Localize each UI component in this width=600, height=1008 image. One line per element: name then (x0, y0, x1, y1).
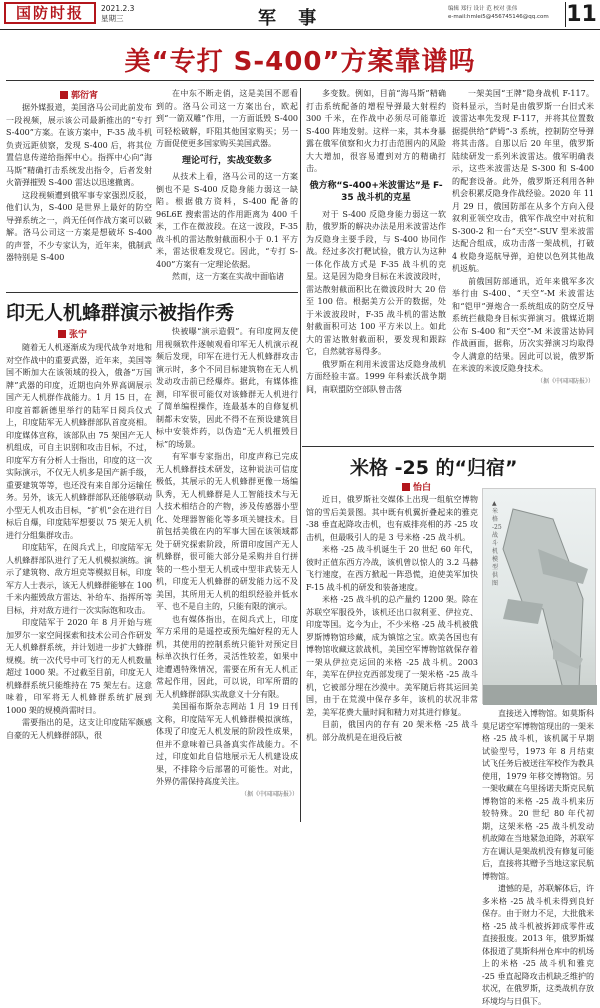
section-title: 军 事 (258, 8, 325, 29)
newspaper-logo: 国防时报 (4, 2, 96, 24)
paragraph: 米格 -25 战斗机诞生于 20 世纪 60 年代，彼时正值东西方冷战，该机曾以惊人的 3.2 马赫飞行速度，在西方掀起一阵恐慌，迫使美军加快 F-15 战斗机的研发和装备速度。 (306, 545, 478, 592)
byline-marker-icon (60, 91, 68, 99)
article1-byline (60, 88, 98, 101)
paragraph: 一架美国“王牌”隐身战机 F-117。资料显示，当时是由俄罗斯一台旧式米波雷达率先发现 F-117，并将其位置数据提供给“萨姆”-3 系统，控制防空导弹将其击落。自那以后 20 年里，俄罗斯陆续研发一系列米波雷达。俄军明确表示，这些米波雷达是 S-300 和 S-400 的配套设备。此外，俄罗斯还利用各种机会积累反隐身作战经验。2020 年 11 月 29 日，俄国防部在从多个方向入侵叙利亚领空攻击，俄军作战空中对抗和 S-300-2 和一台“天空”-SUV 型米波雷达配合组成，成功击落一架战机，打破 4 枚隐身巡航导弹，迫使以色列其他战机返航。 (452, 89, 594, 273)
article2-column-2 (156, 326, 298, 822)
article3-column-2 (482, 708, 594, 1006)
article3-headline: 米格 -25 的“归宿” (350, 457, 518, 479)
article2-headline: 印无人机蜂群演示被指作秀 (6, 302, 235, 324)
byline-text: 怡白 (413, 483, 432, 493)
email-line: e-mail:hmlei5@456745146@qq.com (448, 14, 549, 20)
article1-subhead-1: 理论可行，实战变数多 (181, 155, 272, 166)
paragraph: 快被曝“演示造假”。有印度网友使用视频软件逐帧观看印军无人机演示视频后发现，印军在进行无人机蜂群攻击演示时，多个不同目标建筑物在无人机发动攻击前已经爆炸。据此，有媒体推测，印军很可能仅对该蜂群无人机进行了简单编程操作，连最基本的自修复机制都未安装，因此不得不在预设建筑目标中安装炸药，以伪造“无人机摧毁目标”的场景。 (156, 327, 298, 449)
byline-marker-icon (58, 330, 66, 338)
article1-column-1 (6, 102, 152, 288)
divider (6, 80, 594, 81)
article2-column-1 (6, 342, 152, 822)
page-number: 11 (566, 2, 597, 27)
paragraph: 也有媒体指出，在阅兵式上，印度军方采用的是遥控或预先编好程的无人机，其使用的控制系统只能针对预定目标单次执行任务，灵活性较差，如果中途遭遇特殊情况，需要在所有无人机正常起作用，因此，可以说，印军所谓的无人机蜂群部队实战意义十分有限。 (156, 614, 298, 699)
paragraph: 印度陆军，在阅兵式上，印度陆军无人机蜂群部队进行了无人机模拟演练。演示了建筑物、敌方坦克等模拟目标，印度军方人士表示，该无人机蜂群能够在 100 千米内摧毁敌方雷达、补给车、指挥所等目标，并对敌方进行一次实际饱和攻击。 (6, 543, 152, 615)
paragraph: 美国福布斯杂志网站 1 月 19 日刊文称，印度陆军无人机蜂群模拟演练，体现了印度无人机发展的阶段性成果，但并不意味着已具备真实作战能力。不过，印度如此自信地展示无人机建设成果，不排除今后部署的可能性。对此，外界仍需保持高度关注。 (156, 702, 298, 786)
date-text: 2021.2.3 (101, 4, 135, 13)
article2-byline (58, 327, 87, 340)
paragraph: 近日，俄罗斯社交媒体上出现一组航空博物馆的雪后美景图。其中既有机翼折叠起来的雅克 -38 垂直起降攻击机，也有威排亮相的苏 -25 攻击机，但最吸引人的是 3 号米格 -25 战斗机。 (306, 495, 478, 542)
paragraph: 俄罗斯在利用米波雷达反隐身战机方面经验丰富。1999 年科索沃战争期间，南联盟防空部队曾击落 (306, 359, 446, 394)
paragraph: 这段视频遭到俄军事专家强烈反驳，他们认为，S-400 是世界上最好的防空导弹系统之一，尚无任何作战方案可以破解。洛马公司这一方案是想破坏 S-400 的声誉，不少专家认为，近年来，俄制武器特别是 S-400 (6, 190, 152, 262)
article1-column-4 (452, 88, 594, 443)
weekday-text: 星期三 (101, 14, 124, 23)
paragraph: 需要指出的是，这支让印度陆军颇感自豪的无人机蜂群部队，很 (6, 718, 152, 740)
paragraph: 随着无人机逐渐成为现代战争对地和对空作战中的重要武器，近年来，美国等国不断加大在该领域的投入，俄备“万国牌”武器的印度，近期也向外界高调展示国产无人机群作战能力。1 月 15 日，在印度首都新德里举行的陆军日阅兵仪式上，印度陆军无人机蜂群部队首度亮相。印度媒体宣称，该部队由 75 架国产无人机组成，可自主识别和攻击目标，不过，印度军方有分析人士指出，印度的这一次实际演示，不仅无人机多是国产新手级，重要建筑等等，也还没有来自部分运输任务。另外，该无人机蜂群部队还能够联动小型无人机攻击目标，“扩机”会在进行目标后自爆，印度陆军想要以 75 架无人机进行分组集群攻击。 (6, 343, 152, 540)
paragraph: 然而，这一方案在实战中面临诸 (172, 272, 284, 281)
source-note: （据《中国国防报》） (240, 790, 298, 798)
paragraph: 据外媒报道，美国洛马公司此前发布一段视频，展示该公司最新推出的“专打 S-400”方案。在该方案中，F-35 战斗机负责远距侦察，发现 S-400 后，将其位置信息传递给指挥中心。指挥中心向“海马斯”精确打击系统发出指令，后者发射火箭弹摧毁 S-400 雷达以迅速撤离。 (6, 103, 152, 187)
byline-text: 郭衍宵 (71, 91, 99, 101)
masthead (0, 0, 600, 30)
paragraph: 米格 -25 战斗机的总产量约 1200 架。除在苏联空军服役外，该机还出口叙利亚、伊拉克、印度等国。迄今为止，不少米格 -25 战斗机被俄罗斯博物馆珍藏，成为镇馆之宝。欧美各国也有博物馆收藏这款战机，美国空军博物馆就保存着一架从伊拉克运回的米格 -25 战斗机。2003 年，美军在伊拉克西部发现了一架米格 -25 战斗机，它被部分埋在沙漠中。美军随后将其运回美国，由于在荒漠中保存多年，该机的状况非常差，美军花费大量时间和精力对其进行修复。 (306, 595, 478, 717)
article3-column-1 (306, 494, 478, 822)
paragraph: 前俄国防部通讯，近年来俄军多次举行由 S-400、“天空”-M 米波雷达和“铠甲”弹炮合一系统组成的防空反导系统拦截隐身目标实弹演习。俄媒近期公布 S-400 和“天空”-M 米波雷达协同作战画面，据称，历次实弹演习均取得令人满意的结果。因此可以说，俄罗斯在米波的米波反隐身技术。 (452, 276, 594, 373)
byline-marker-icon (402, 483, 410, 491)
paragraph: 遗憾的是，苏联解体后，许多米格 -25 战斗机未得到良好保存。由于财力不足，大批俄米格 -25 战斗机被拆卸成零件或直接报废。2013 年，俄罗斯媒体报道了莫斯科州仓库中的机场上的米格 -25 战斗机和雅克 -25 垂直起降攻击机缺乏维护的状况，在俄罗斯，这类战机存放环境均与日俱下。 (482, 884, 594, 1006)
editor-line: 编辑 郑行 设计 范 校对 张伟 (448, 6, 518, 12)
paragraph: 多变数。例如，目前“海马斯”精确打击系统配备的增程导弹最大射程约 300 千米，在作战中必须尽可能靠近 S-400 阵地发射。这样一来，其本身暴露在俄军侦察和火力打击范围内的风险大大增加，很容易遭到对方的精确打击。 (306, 89, 446, 173)
article1-subhead-2: 俄方称“S-400+米波雷达”是 F-35 战斗机的克星 (309, 180, 443, 203)
article1-headline: 美“专打 S-400”方案靠谱吗 (124, 47, 476, 77)
issue-date (101, 4, 134, 24)
paragraph: 有军事专家指出，印度声称已完成无人机蜂群技术研发，这种说法可信度极低，其展示的无人机蜂群更像一场编队秀，无人机蜂群是人工智能技术与无人技术相结合的产物，涉及传感器小型化、处理器智能化等多项关键技术。目前包括美俄在内的军事大国在该领域都处于研究探索阶段，所谓印度国产无人机蜂群，很可能大部分是采购并自行拼装的一些小型无人机或中型非武装无人机，印度无人机蜂群的研发能力远不及美国，其所用无人机的组织经验并低水平、也不是自主的，只能有限的演示。 (156, 452, 298, 611)
article1-column-2 (156, 88, 298, 288)
divider (6, 292, 298, 293)
paragraph: 对于 S-400 反隐身能力弱这一软肋，俄罗斯的解决办法是用米波雷达作为反隐身主要手段，与 S-400 协同作战。经过多次打靶试验，俄方认为这种一体化作战方式是 F-35 战斗机的克星。这是因为隐身目标在米波波段时，雷达散射截面积比在微波段时大 20 倍至 100 倍。根据美方公开的数据，处于米波波段时，F-35 战斗机的雷达散射截面积可达 100 平方米以上。如此大的雷达散射截面积，要发现和跟踪它，自然就容易得多。 (306, 209, 446, 356)
paragraph: 印度陆军于 2020 年 8 月开始与班加罗尔一家空间探索和技术公司合作研发无人机蜂群系统，并计划进一步扩大蜂群规模。统一次代号中可飞行的无人机数量超过 1000 架。不过截至目前，印度无人机蜂群系统只能维持在 75 架左右。这意味着，印军将无人机蜂群系统扩展到 1000 架的规模尚需时日。 (6, 618, 152, 715)
column-divider (300, 88, 301, 822)
byline-text: 张宁 (69, 330, 88, 340)
divider (302, 446, 594, 447)
paragraph: 目前，俄国内的存有 20 架米格 -25 战斗机。部分战机是在退役后被 (306, 720, 478, 742)
article3-byline (402, 480, 431, 493)
paragraph: 从技术上看，洛马公司的这一方案倒也不是 S-400 反隐身能力弱这一缺陷。根据俄方资料，S-400 配备的 96L6E 搜索雷达的作用距离为 400 千米，工作在微波段。在这一波段，F-35 战斗机的雷达散射截面积小于 0.1 平方米，雷达很难发现它。因此，“专打 S-400”方案有一定理论依据。 (156, 172, 298, 269)
photo-caption: ▲米格 -25 战斗机模型 供图 (492, 500, 502, 587)
source-note: （据《中国国防报》） (536, 377, 594, 385)
paragraph: 在中东不断走俏，这是美国不愿看到的。洛马公司这一方案出台，欧起到“一箭双雕”作用，一方面诋毁 S-400 可轻松破解，吓阻其他国家购买；另一方面促使更多国家购买美国武器。 (156, 89, 298, 148)
paragraph: 直接送入博物馆。如莫斯科莫尼诺空军博物馆现出的一架米格 -25 战斗机，该机属于早期试验型号，1973 年 8 月结束试飞任务后被送往军校作为教具使用，1979 年移交博物馆。另一架收藏在乌里扬诺夫斯克民航博物馆的米格 -25 战斗机来历较特殊。20 世纪 80 年代初期，这架米格 -25 战斗机发动机故障在当地紧急迫降，苏联军方在调认是架战机没有修复可能后，直接将其赠予当地这家民航博物馆。 (482, 709, 594, 881)
editor-info (448, 5, 549, 21)
article1-column-3 (306, 88, 446, 443)
